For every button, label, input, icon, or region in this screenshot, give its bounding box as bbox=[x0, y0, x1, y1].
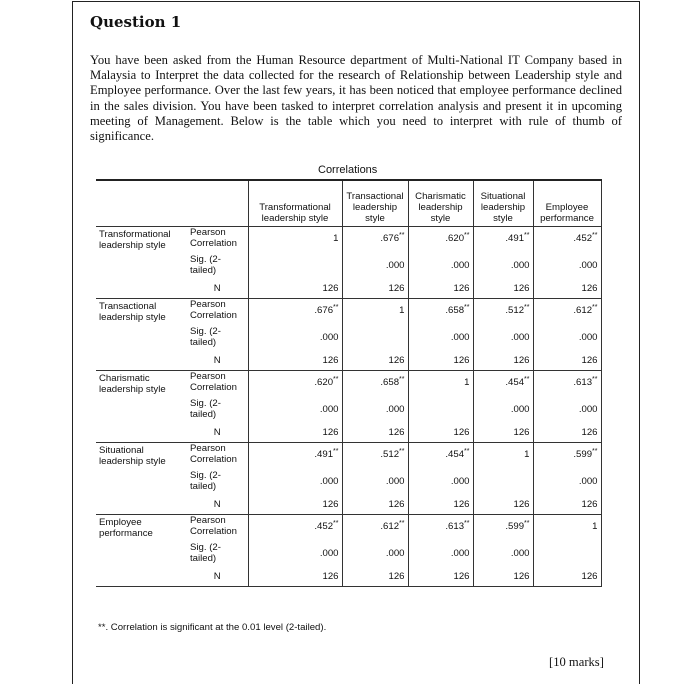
significance-star: ** bbox=[399, 231, 405, 239]
cell-number: .000 bbox=[385, 547, 405, 559]
stat-label: Pearson Correlation bbox=[187, 226, 248, 250]
column-header: Transactional leadership style bbox=[342, 180, 408, 226]
cell-value bbox=[408, 424, 473, 442]
significance-star: ** bbox=[524, 519, 530, 527]
row-label: Transactional leadership style bbox=[96, 298, 187, 370]
column-header: Employee performance bbox=[533, 180, 601, 226]
cell-number: 126 bbox=[581, 499, 598, 511]
cell-value bbox=[533, 322, 601, 352]
cell-value bbox=[342, 370, 408, 394]
question-title: Question 1 bbox=[90, 13, 182, 31]
cell-value bbox=[248, 538, 342, 568]
cell-value bbox=[473, 250, 533, 280]
cell-value bbox=[342, 442, 408, 466]
table-row bbox=[96, 298, 601, 322]
cell-value bbox=[533, 352, 601, 370]
cell-value bbox=[473, 466, 533, 496]
cell-value bbox=[248, 496, 342, 514]
cell-number: 126 bbox=[581, 355, 598, 367]
cell-number: .599 bbox=[573, 448, 593, 460]
cell-number: .000 bbox=[510, 403, 530, 415]
top-border-line bbox=[72, 1, 640, 2]
cell-value bbox=[248, 250, 342, 280]
cell-value bbox=[408, 568, 473, 586]
significance-star: ** bbox=[524, 231, 530, 239]
cell-value bbox=[473, 280, 533, 298]
significance-star: ** bbox=[592, 231, 598, 239]
cell-number: .000 bbox=[319, 403, 339, 415]
row-label: Transformational leadership style bbox=[96, 226, 187, 298]
cell-number: 126 bbox=[322, 499, 339, 511]
cell-value bbox=[473, 442, 533, 466]
cell-number: 126 bbox=[513, 499, 530, 511]
cell-number: 126 bbox=[388, 355, 405, 367]
cell-value bbox=[248, 424, 342, 442]
cell-number: 126 bbox=[453, 499, 470, 511]
cell-number: .612 bbox=[573, 304, 593, 316]
cell-value bbox=[408, 442, 473, 466]
cell-number: .000 bbox=[319, 547, 339, 559]
cell-number: 1 bbox=[464, 376, 470, 388]
cell-number: .000 bbox=[510, 331, 530, 343]
cell-number: 126 bbox=[388, 427, 405, 439]
significance-star: ** bbox=[333, 447, 339, 455]
cell-value bbox=[533, 496, 601, 514]
cell-value bbox=[342, 514, 408, 538]
significance-star: ** bbox=[464, 447, 470, 455]
row-label: Situational leadership style bbox=[96, 442, 187, 514]
stat-label: Pearson Correlation bbox=[187, 370, 248, 394]
cell-number: 126 bbox=[453, 355, 470, 367]
cell-value bbox=[408, 370, 473, 394]
table-row bbox=[96, 514, 601, 538]
cell-value bbox=[342, 394, 408, 424]
stat-label: N bbox=[187, 568, 248, 586]
cell-value bbox=[473, 322, 533, 352]
cell-number: .000 bbox=[385, 475, 405, 487]
cell-number: .454 bbox=[445, 448, 465, 460]
cell-value bbox=[533, 538, 601, 568]
cell-value bbox=[342, 322, 408, 352]
cell-number: .658 bbox=[380, 376, 400, 388]
cell-value bbox=[342, 538, 408, 568]
right-border-line bbox=[639, 1, 640, 684]
cell-number: 126 bbox=[322, 355, 339, 367]
cell-value bbox=[533, 568, 601, 586]
cell-number: 126 bbox=[453, 283, 470, 295]
cell-value bbox=[473, 394, 533, 424]
cell-value bbox=[408, 280, 473, 298]
cell-number: 126 bbox=[388, 283, 405, 295]
correlations-table bbox=[96, 179, 602, 587]
cell-number: 1 bbox=[524, 448, 530, 460]
cell-value bbox=[533, 250, 601, 280]
table-row bbox=[96, 226, 601, 250]
cell-value bbox=[342, 496, 408, 514]
stat-label: Pearson Correlation bbox=[187, 514, 248, 538]
significance-star: ** bbox=[333, 519, 339, 527]
cell-number: .612 bbox=[380, 520, 400, 532]
column-header: Charismatic leadership style bbox=[408, 180, 473, 226]
significance-star: ** bbox=[592, 303, 598, 311]
cell-value bbox=[473, 370, 533, 394]
header-row bbox=[96, 180, 601, 226]
cell-value bbox=[248, 298, 342, 322]
cell-number: 126 bbox=[513, 355, 530, 367]
cell-number: .658 bbox=[445, 304, 465, 316]
marks-label: [10 marks] bbox=[549, 655, 604, 669]
cell-number: 126 bbox=[513, 571, 530, 583]
significance-star: ** bbox=[592, 375, 598, 383]
cell-number: 126 bbox=[453, 427, 470, 439]
cell-number: 126 bbox=[322, 427, 339, 439]
cell-number: .452 bbox=[573, 232, 593, 244]
cell-number: 1 bbox=[399, 304, 405, 316]
cell-number: 1 bbox=[592, 520, 598, 532]
significance-star: ** bbox=[399, 447, 405, 455]
cell-value bbox=[248, 226, 342, 250]
cell-value bbox=[533, 514, 601, 538]
cell-value bbox=[533, 424, 601, 442]
cell-number: .000 bbox=[510, 547, 530, 559]
cell-value bbox=[342, 298, 408, 322]
cell-number: 1 bbox=[333, 232, 339, 244]
stat-label: Sig. (2-tailed) bbox=[190, 254, 221, 276]
cell-number: .676 bbox=[380, 232, 400, 244]
significance-star: ** bbox=[464, 303, 470, 311]
significance-star: ** bbox=[333, 375, 339, 383]
cell-value bbox=[248, 352, 342, 370]
table-footnote: **. Correlation is significant at the 0.01 level (2-tailed). bbox=[98, 622, 327, 633]
cell-number: .491 bbox=[505, 232, 525, 244]
cell-value bbox=[408, 514, 473, 538]
cell-number: .613 bbox=[573, 376, 593, 388]
cell-value bbox=[248, 514, 342, 538]
table-row bbox=[96, 442, 601, 466]
cell-value bbox=[473, 424, 533, 442]
stat-label: Sig. (2-tailed) bbox=[190, 398, 221, 420]
cell-number: .000 bbox=[450, 547, 470, 559]
row-label: Employee performance bbox=[96, 514, 187, 586]
stat-label: Pearson Correlation bbox=[187, 442, 248, 466]
cell-number: .512 bbox=[505, 304, 525, 316]
cell-value bbox=[533, 466, 601, 496]
cell-value bbox=[342, 250, 408, 280]
cell-number: .676 bbox=[314, 304, 334, 316]
question-paragraph: You have been asked from the Human Resource department of Multi-National IT Company based in Malaysia to Interpret the data collected for the research of Relationship between Leadership style and Employee performance. Over the last few years, it has been noticed that employee performance declined in the sales division. You have been tasked to interpret correlation analysis and present it in upcoming meeting of Management. Below is the table which you need to interpret with rule of thumb of significance. bbox=[90, 53, 622, 144]
cell-value bbox=[248, 322, 342, 352]
cell-value bbox=[248, 370, 342, 394]
significance-star: ** bbox=[399, 519, 405, 527]
cell-number: 126 bbox=[513, 283, 530, 295]
cell-value bbox=[408, 250, 473, 280]
cell-number: .000 bbox=[450, 475, 470, 487]
cell-number: .000 bbox=[319, 331, 339, 343]
cell-value bbox=[408, 298, 473, 322]
significance-star: ** bbox=[592, 447, 598, 455]
cell-value bbox=[248, 466, 342, 496]
cell-value bbox=[342, 352, 408, 370]
cell-number: .000 bbox=[450, 259, 470, 271]
cell-value bbox=[533, 226, 601, 250]
column-header: Transformational leadership style bbox=[248, 180, 342, 226]
table-row bbox=[96, 370, 601, 394]
stat-label: Sig. (2-tailed) bbox=[190, 470, 221, 492]
cell-number: .000 bbox=[510, 259, 530, 271]
column-header: Situational leadership style bbox=[473, 180, 533, 226]
stat-label: N bbox=[187, 496, 248, 514]
cell-value bbox=[533, 298, 601, 322]
cell-value bbox=[342, 226, 408, 250]
significance-star: ** bbox=[399, 375, 405, 383]
cell-number: .000 bbox=[578, 259, 598, 271]
cell-number: .000 bbox=[385, 259, 405, 271]
cell-number: 126 bbox=[453, 571, 470, 583]
cell-number: 126 bbox=[388, 499, 405, 511]
cell-number: .000 bbox=[385, 403, 405, 415]
correlations-grid bbox=[96, 179, 602, 587]
cell-value bbox=[408, 226, 473, 250]
cell-number: .000 bbox=[319, 475, 339, 487]
cell-value bbox=[342, 568, 408, 586]
significance-star: ** bbox=[333, 303, 339, 311]
cell-value bbox=[408, 322, 473, 352]
cell-value bbox=[248, 442, 342, 466]
cell-value bbox=[342, 280, 408, 298]
cell-value bbox=[473, 568, 533, 586]
cell-number: 126 bbox=[581, 571, 598, 583]
header-corner bbox=[96, 180, 248, 226]
stat-label: N bbox=[187, 352, 248, 370]
left-border-line bbox=[72, 1, 73, 684]
stat-label: N bbox=[187, 424, 248, 442]
cell-value bbox=[473, 352, 533, 370]
cell-value bbox=[408, 352, 473, 370]
cell-number: .000 bbox=[578, 403, 598, 415]
cell-number: .491 bbox=[314, 448, 334, 460]
cell-number: .599 bbox=[505, 520, 525, 532]
cell-value bbox=[248, 568, 342, 586]
cell-number: 126 bbox=[581, 427, 598, 439]
cell-number: .512 bbox=[380, 448, 400, 460]
cell-number: 126 bbox=[322, 571, 339, 583]
cell-value bbox=[533, 370, 601, 394]
cell-number: 126 bbox=[581, 283, 598, 295]
cell-number: .454 bbox=[505, 376, 525, 388]
cell-number: .000 bbox=[450, 331, 470, 343]
stat-label: N bbox=[187, 280, 248, 298]
cell-number: .620 bbox=[445, 232, 465, 244]
cell-value bbox=[342, 424, 408, 442]
cell-value bbox=[408, 466, 473, 496]
cell-value bbox=[408, 538, 473, 568]
cell-value bbox=[473, 514, 533, 538]
significance-star: ** bbox=[524, 303, 530, 311]
significance-star: ** bbox=[524, 375, 530, 383]
stat-label: Sig. (2-tailed) bbox=[190, 542, 221, 564]
cell-value bbox=[408, 394, 473, 424]
cell-value bbox=[533, 442, 601, 466]
table-title: Correlations bbox=[318, 164, 378, 176]
cell-number: .613 bbox=[445, 520, 465, 532]
significance-star: ** bbox=[464, 231, 470, 239]
cell-value bbox=[473, 496, 533, 514]
cell-number: 126 bbox=[388, 571, 405, 583]
cell-value bbox=[473, 298, 533, 322]
cell-number: .000 bbox=[578, 331, 598, 343]
cell-value bbox=[473, 538, 533, 568]
cell-value bbox=[408, 496, 473, 514]
cell-value bbox=[342, 466, 408, 496]
cell-value bbox=[248, 280, 342, 298]
cell-number: .452 bbox=[314, 520, 334, 532]
cell-number: .620 bbox=[314, 376, 334, 388]
cell-value bbox=[473, 226, 533, 250]
stat-label: Sig. (2-tailed) bbox=[190, 326, 221, 348]
cell-number: .000 bbox=[578, 475, 598, 487]
cell-number: 126 bbox=[322, 283, 339, 295]
cell-value bbox=[533, 280, 601, 298]
cell-value bbox=[248, 394, 342, 424]
significance-star: ** bbox=[464, 519, 470, 527]
cell-value bbox=[533, 394, 601, 424]
row-label: Charismatic leadership style bbox=[96, 370, 187, 442]
cell-number: 126 bbox=[513, 427, 530, 439]
stat-label: Pearson Correlation bbox=[187, 298, 248, 322]
